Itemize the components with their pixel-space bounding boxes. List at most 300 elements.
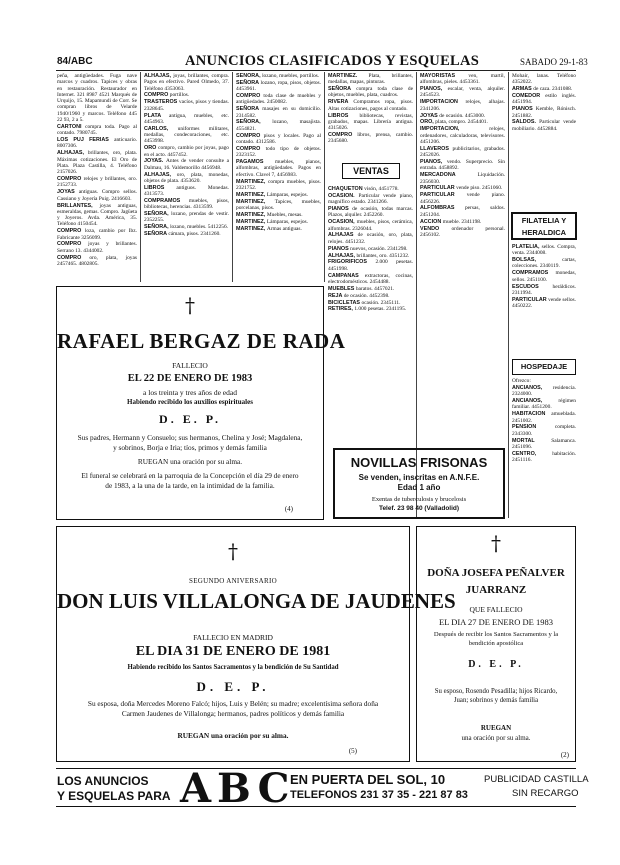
obituary-ref: (2) <box>560 751 569 759</box>
footer-right-line2: SIN RECARGO <box>512 788 579 799</box>
novillas-line3: Edad 1 año <box>397 483 441 492</box>
classified-ad-keyword: OCASION. <box>328 192 359 199</box>
classified-ad-text: de ocasión. 4452398. <box>343 292 390 299</box>
classified-ad <box>420 99 505 112</box>
obituary-sacramentos: Después de recibir los Santos Sacramentos y la bendición apostólica <box>433 631 559 647</box>
classified-ad-keyword: COMPRAMOS <box>512 270 556 277</box>
classified-ad-keyword: CARTONI <box>57 123 86 130</box>
classified-ad-text: toda clase de muebles y antigüedades. 2450082. <box>236 93 321 106</box>
classified-ad-text: visón, 4451778. <box>364 186 399 192</box>
classified-ad-text: ocasión. 2345111. <box>361 299 401 306</box>
classified-ad-keyword: ALHAJAS, <box>144 73 174 79</box>
classified-ad-text: joyas, brillantes, compra. Pagos en efectivo. Pared Olmedo, 37. Teléfono 4353063. <box>144 73 229 92</box>
classified-ad <box>420 192 505 205</box>
classified-ad-keyword: PIANOS <box>512 106 536 113</box>
classified-ad-keyword: SEÑORA, <box>144 211 172 218</box>
classified-ad-keyword: SEÑORA, <box>144 224 171 231</box>
classified-ad-text: lozano, ropa, pisos, objetos. 4453961. <box>236 79 321 93</box>
classified-ad-keyword: ALHAJAS, <box>144 171 177 178</box>
classified-ad <box>512 411 576 424</box>
classified-ad-keyword: MORTAL <box>512 437 552 444</box>
classified-ad-keyword: PIANOS, <box>420 86 448 93</box>
classified-ad-keyword: LIBROS <box>328 112 360 119</box>
classified-ad-keyword: COMPRO <box>236 145 266 152</box>
classified-ad-keyword: COMPRO <box>57 241 89 248</box>
classified-ad-keyword: CARLOS, <box>144 125 178 132</box>
classified-ad-keyword: COMPRO <box>328 132 358 139</box>
cross-icon: † <box>185 293 195 317</box>
classified-column-6 <box>512 73 576 203</box>
classified-ad-keyword: MARTINEZ, <box>236 198 275 205</box>
classified-ad-text: vende piano. 4456226. <box>420 192 505 205</box>
column-rule <box>324 72 325 282</box>
classified-ad-text: libros, prensa, cambio. 2345680. <box>328 132 413 145</box>
classified-ad-text: Liquidación. 2356030. <box>420 172 505 185</box>
classified-ad-text: todo tipo de objetos. 2323152. <box>236 145 321 159</box>
classified-ad-keyword: ALHAJAS <box>328 232 358 239</box>
footer-left-line2: Y ESQUELAS PARA <box>57 789 171 803</box>
classified-ad <box>144 211 229 224</box>
classified-ad <box>236 119 321 132</box>
classified-ad-text: brillantes, oro. 4351232. <box>356 252 410 259</box>
classified-ad-text: uniformes militares, medallas, condecoraciones, etc. 4453998. <box>144 125 229 145</box>
classified-ad-keyword: SEÑORA <box>328 86 357 93</box>
classified-ad-keyword: RETIRES, <box>328 306 355 313</box>
classified-ad <box>420 172 505 185</box>
classified-ad-keyword: IMPORTACION <box>420 99 466 106</box>
classified-ad-keyword: MUEBLES <box>328 285 356 292</box>
classified-ad-keyword: ALHAJAS, <box>328 252 357 259</box>
classified-ad-text: compra toda. Pago al contado. 7980745. <box>57 123 137 137</box>
classified-ad-text: 1.000 pesetas. 2341195. <box>354 306 407 313</box>
obituary-date: EL DIA 27 DE ENERO DE 1983 <box>439 617 553 627</box>
classified-ad-text: de ocasión, oro, plata, relojes. 4451232. <box>328 232 413 245</box>
novillas-line2: Se venden, inscritas en A.N.F.E. <box>358 473 480 482</box>
classified-ad <box>512 106 576 119</box>
classified-ad-keyword: MAYORISTAS <box>420 73 469 79</box>
classified-ad-text: publicitarios, grabados. 2452026. <box>420 145 505 159</box>
novillas-ad <box>333 448 505 519</box>
classified-ad-text: antiguas. Compro sellos. Cassiano y Joyería Puig. 2416603. <box>57 189 137 202</box>
classified-ad-keyword: LOS PUJ FERIAS <box>57 137 115 144</box>
classified-ad <box>57 73 137 123</box>
obituary-ref: (4) <box>284 505 293 513</box>
obituary-penalver <box>416 526 576 762</box>
obituary-fallecio: QUE FALLECIO <box>469 605 523 614</box>
classified-ad <box>57 150 137 175</box>
obituary-family: Su esposa, doña Mercedes Moreno Falcó; hijos, Luis y Belén; su madre; excelentísima señora doña Carmen Jaudenes de Villalonga; hermanos, padres políticos y demás familia <box>87 699 379 718</box>
classified-ad-keyword: ANCIANOS, <box>512 398 559 405</box>
classified-ad-text: anticuario. 8007306. <box>57 137 137 150</box>
classified-ad-keyword: IMPORTACION, <box>420 126 490 133</box>
classified-ad <box>420 185 505 191</box>
classified-ad-text: lozano, masajista. 4554821. <box>236 119 321 132</box>
classified-ad-text: Antes de vender consulte a Dalmau, 16. Valdemorillo 4456948. <box>144 158 229 171</box>
classified-ad <box>512 257 576 270</box>
classified-ad-keyword: SEÑORA <box>236 79 261 86</box>
classified-ad-keyword: PARTICULAR <box>420 185 457 192</box>
classified-ad <box>420 159 505 172</box>
classified-ad-text: amueblada. 2451002. <box>512 411 576 424</box>
obituary-villalonga <box>56 526 456 762</box>
hospedaje-heading: HOSPEDAJE <box>512 359 576 375</box>
classified-column-4-top <box>328 73 413 153</box>
classified-ad <box>512 284 576 297</box>
obituary-ruegan: RUEGAN una oración por su alma. <box>177 731 289 740</box>
classified-ad-keyword: COMPRO <box>57 228 85 235</box>
classified-ad-keyword: PARTICULAR <box>420 192 467 199</box>
page-title: ANUNCIOS CLASIFICADOS Y ESQUELAS <box>185 53 480 69</box>
classified-ad <box>328 206 413 219</box>
obituary-ref: (5) <box>348 747 357 755</box>
classified-ad <box>236 80 321 93</box>
classified-ad <box>512 244 576 257</box>
classified-ad-keyword: MARTINEZ, <box>236 191 267 198</box>
obituary-sacramentos: Habiendo recibido los Santos Sacramentos y la bendición de Su Santidad <box>127 664 339 671</box>
classified-ad-keyword: TRASTEROS <box>144 99 179 106</box>
classified-ad <box>328 193 413 206</box>
classified-ad-keyword: SEÑORA, <box>236 119 273 126</box>
novillas-title: NOVILLAS FRISONAS <box>350 455 488 470</box>
footer-left-line1: LOS ANUNCIOS <box>57 774 149 788</box>
classified-ad-text: Lámparas, espejos. <box>266 191 309 198</box>
classified-ad <box>328 306 413 312</box>
classified-ad <box>512 451 576 464</box>
classified-ad-keyword: BRILLANTES, <box>57 202 100 209</box>
classified-ad <box>236 159 321 178</box>
classified-ad-text: ven, martil, alfombras, pieles. 4453361. <box>420 73 505 86</box>
obituary-age: a los treinta y tres años de edad <box>143 388 237 397</box>
classified-ad <box>328 186 413 192</box>
classified-ad-keyword: VENDO <box>420 225 452 232</box>
classified-ad <box>236 179 321 192</box>
classified-ad-keyword: SEÑORA, <box>236 73 263 79</box>
footer-phones: TELEFONOS 231 37 35 - 221 87 83 <box>290 789 468 801</box>
classified-ad-text: compro, cambio por joyas, pago en el acto. 4457452. <box>144 145 229 158</box>
novillas-line5: Telef. 23 98 40 (Valladolid) <box>378 505 460 512</box>
classified-ad-text: régimen familiar. 4451200. <box>512 398 576 411</box>
classified-ad <box>512 385 576 398</box>
classified-ad <box>236 106 321 119</box>
classified-ad-text: Particular vende piano, magnífico estado. 2341266. <box>328 192 413 206</box>
classified-ad-text: plata, compro. 2454401. <box>435 119 488 126</box>
classified-ad-keyword: ESCUDOS <box>512 283 553 290</box>
classified-ad-text: ordenador personal. 2456102. <box>420 225 505 238</box>
classified-ad-text: oro, plata, monedas, objetos de plata. 4353620. <box>144 171 229 184</box>
classified-ad <box>144 198 229 211</box>
classified-ad-keyword: MARTINEZ, <box>236 211 267 218</box>
obituary-name-line2: JUARRANZ <box>465 584 527 596</box>
obituary-ruegan: RUEGAN una oración por su alma. <box>137 457 243 466</box>
classified-ad-keyword: JOYAS <box>420 112 440 119</box>
classified-ad-keyword: HABITACION <box>512 411 552 418</box>
classified-ad <box>144 126 229 145</box>
classified-ad-text: vende piso. 2451060. <box>456 185 503 192</box>
classified-ad-text: de caza. 2341088. <box>533 86 573 93</box>
classified-ad-keyword: CAMPANAS <box>328 272 365 279</box>
classified-ad <box>236 212 321 218</box>
classified-ad <box>512 86 576 92</box>
classified-ad <box>144 172 229 185</box>
classified-ad <box>512 438 576 451</box>
classified-ad <box>236 219 321 225</box>
classified-ad-text: peña, antigüedades. Fuga nave marcos y cuadros. Tapices y obras en restauración. Restaurador en Internet. 321 8987 4521 Marqués de Urquijo, 15. Mapamundi de Corr. Se compran libros de Velarde 1940/1960 y marcos. Teléfono 445 22 93, 2 a 5. <box>57 73 137 124</box>
classified-ad-text: monedas, sellos. 2451100. <box>512 270 576 283</box>
obituary-dep: D. E. P. <box>159 412 221 426</box>
classified-ad-text: antiguos. Monedas. 4313573. <box>144 184 229 198</box>
classified-ad <box>144 145 229 158</box>
classified-ad <box>328 86 413 99</box>
classified-ad-keyword: BICICLETAS <box>328 299 362 306</box>
classified-ad <box>328 219 413 232</box>
classified-column-1 <box>57 73 137 281</box>
obituary-fallecio: FALLECIO EN MADRID <box>193 633 273 642</box>
page-date: SABADO 29-1-83 <box>520 57 588 67</box>
classified-ad-keyword: COMPRO <box>144 92 170 99</box>
classified-ad <box>236 192 321 198</box>
classified-ad-text: oro, plata, joyas 2457465. 4802805. <box>57 254 137 267</box>
classified-ad-text: Salamanca. 2451096. <box>512 437 576 450</box>
classified-ad-keyword: ALHAJAS, <box>57 150 88 157</box>
classified-ad-keyword: CENTRO, <box>512 450 553 457</box>
classified-column-6-bottom <box>512 378 576 518</box>
classified-ad <box>328 259 413 272</box>
classified-ad <box>512 119 576 132</box>
classified-ad-keyword: COMPRO <box>57 254 90 261</box>
classified-ad-keyword: CHAQUETON <box>328 186 365 192</box>
classified-ad-keyword: PARTICULAR <box>512 296 549 303</box>
cross-icon: † <box>491 531 501 555</box>
classified-ad-text: muebles, pisos, cerámica, alfombras. 2326044. <box>328 219 413 232</box>
classified-ad <box>328 273 413 286</box>
classified-ad <box>236 73 321 79</box>
classified-ad-keyword: PENSION <box>512 424 555 431</box>
classified-ad <box>328 253 413 259</box>
obituary-ruegan: RUEGAN <box>480 724 512 732</box>
classified-ad-text: completa. 2343300. <box>512 424 576 437</box>
classified-ad-text: de ocasión, todas marcas. Plazos, alquiler. 2452260. <box>328 206 413 219</box>
ventas-heading: VENTAS <box>342 163 400 179</box>
classified-ad-text: estilo inglés. 4451994. <box>512 93 576 106</box>
obituary-name: RAFAEL BERGAZ DE RADA <box>57 329 346 353</box>
classified-ad-text: 2.000 pesetas. 4451998. <box>328 259 413 272</box>
classified-ad-keyword: PIANOS <box>328 245 351 252</box>
classified-ad <box>57 241 137 254</box>
classified-ad <box>420 226 505 239</box>
classified-ad <box>328 132 413 145</box>
classified-ad-keyword: MARTINEZ, <box>236 225 267 232</box>
classified-ad-text: Particular vende mobiliario. 4452884. <box>512 119 576 132</box>
classified-ad <box>57 203 137 228</box>
classified-ad-keyword: ARMAS <box>512 86 534 93</box>
obituary-oracion: una oración por su alma. <box>461 734 531 742</box>
classified-ad <box>420 219 505 225</box>
classified-ad-keyword: ACCION <box>420 218 443 225</box>
classified-ad-text: loza, cambio por Ibz. Fabricante 3256099. <box>57 228 137 241</box>
classified-ad <box>236 199 321 212</box>
classified-ad-keyword: COMPRO <box>57 176 84 183</box>
classified-ad-text: relojes y brillantes, oro. 2152733. <box>57 176 137 189</box>
classified-ad-text: Lámparas, espejos. <box>266 218 309 225</box>
classified-ad-text: Ofrezco: <box>512 378 531 384</box>
classified-ad-keyword: MARTINEZ, <box>236 178 269 185</box>
classified-ad-text: cartas, colecciones. 2340119. <box>512 257 576 270</box>
classified-column-5 <box>420 73 505 433</box>
obituary-funeral: El funeral se celebrará en la parroquia de la Concepción el día 29 de enero de 1983, a la una de la tarde, en la intimidad de la familia. <box>81 471 299 490</box>
classified-ad-text: Tapices, muebles, porcelanas, pisos. <box>236 198 321 211</box>
classified-ad-text: masajes en su domicilio. 2314582. <box>236 106 321 119</box>
classified-ad-keyword: JOYAS <box>57 189 79 196</box>
classified-ad-text: nuevos, ocasión. 2341298. <box>350 245 408 252</box>
classified-ad <box>328 73 413 86</box>
classified-ad-text: compra toda clase de objetos, muebles, plata, cuadros. <box>328 86 413 99</box>
classified-ad-keyword: MERCADONA <box>420 172 478 179</box>
classified-ad-keyword: PIANOS <box>328 206 353 213</box>
classified-ad <box>420 119 505 125</box>
classified-ad <box>512 93 576 106</box>
filatelia-heading <box>511 212 577 240</box>
classified-ad <box>144 224 229 230</box>
classified-column-3 <box>236 73 321 281</box>
classified-ad-text: extractoras, cocinas, electrodomésticos. 2454488. <box>328 272 413 285</box>
classified-ad <box>420 73 505 86</box>
obituary-fallecio: FALLECIO <box>172 361 208 370</box>
obituary-aniversario: SEGUNDO ANIVERSARIO <box>189 577 277 585</box>
classified-ad-keyword: BOLSAS, <box>512 257 563 264</box>
classified-ad-text: vende sellos. 4450222. <box>512 296 576 310</box>
classified-ad-keyword: ORO <box>144 145 159 152</box>
footer-address: EN PUERTA DEL SOL, 10 <box>290 772 446 787</box>
classified-ad <box>57 189 137 202</box>
obituary-date: EL DIA 31 DE ENERO DE 1981 <box>135 644 331 659</box>
classified-ad-text: habitación. 2451116. <box>512 450 576 464</box>
column-rule <box>232 72 233 282</box>
classified-ad <box>236 133 321 146</box>
classified-ad-text: lozano, muebles. 5412256. <box>170 224 229 231</box>
classified-ad-keyword: COMPRO <box>236 93 264 100</box>
classified-ad <box>420 126 505 145</box>
classified-ad-keyword: ORO, <box>420 119 436 126</box>
classified-ad-keyword: SEÑORA <box>236 106 263 113</box>
classified-ad <box>328 300 413 306</box>
classified-ad <box>236 146 321 159</box>
classified-ad-keyword: LLAVEROS <box>420 145 453 152</box>
classified-ad <box>328 293 413 299</box>
classified-ad-keyword: COMPRO <box>236 132 264 139</box>
obituary-family: Sus padres, Hermann y Consuelo; sus hermanos, Chelina y José; Magdalena, y sobrinos, Borja e Iria; tíos, primos y demás familia <box>77 433 303 452</box>
obituary-name: DON LUIS VILLALONGA DE JAUDENES <box>57 589 456 613</box>
classified-ad <box>328 99 413 112</box>
classified-ad-text: brillantes, oro, plata. Máximas cotizaciones. El Oro de Plata. Plaza Castilla, 4. Teléfono 2157026. <box>57 150 137 176</box>
obituary-name-line1: DOÑA JOSEFA PEÑALVER <box>427 567 565 579</box>
classified-ad <box>57 137 137 150</box>
classified-ad <box>512 270 576 283</box>
classified-ad <box>328 113 413 132</box>
classified-ad-text: Compramos ropa, pisos. Altas cotizaciones, pagos al contado. <box>328 99 413 112</box>
classified-ad-text: persas, saldos. 2451204. <box>420 205 505 218</box>
column-rule <box>508 72 509 518</box>
classified-ad <box>420 113 505 119</box>
classified-ad-keyword: OCASION, <box>328 219 357 226</box>
classified-ad-text: lozano, prendas de vestir. 2352255. <box>144 211 229 224</box>
classified-ad <box>57 176 137 189</box>
obituary-dep: D. E. P. <box>196 679 270 694</box>
classified-ad <box>144 73 229 92</box>
classified-column-4-bottom <box>328 186 413 430</box>
classified-ad-text: relojes, alhajas. 2341206. <box>420 99 505 112</box>
classified-ad-keyword: PLATA <box>144 112 170 119</box>
footer-top-rule <box>56 768 576 769</box>
classified-ad <box>57 255 137 268</box>
classified-ad-text: portillos. <box>169 92 190 99</box>
classified-ad-keyword: SALDOS. <box>512 119 540 126</box>
classified-ad <box>144 113 229 126</box>
classified-ad-text: joyas antiguas, esmeraldas, gemas. Compro. Jagüeta y Joyeros. Avda. América, 35. Teléfono 4150454. <box>57 202 137 228</box>
classified-ad <box>144 231 229 237</box>
abc-logo: ABC <box>180 765 296 812</box>
classified-ad-text: Muebles, mesas. <box>266 211 303 218</box>
classified-ad <box>328 232 413 245</box>
classified-ad-keyword: ALFOMBRAS <box>420 205 465 212</box>
obituary-date: EL 22 DE ENERO DE 1983 <box>127 373 253 384</box>
classified-ad <box>144 185 229 198</box>
obituary-dep: D. E. P. <box>468 659 524 670</box>
classified-ad-text: vendo. Superprecio. Sin entrada. 4458892. <box>420 159 505 172</box>
classified-ad <box>144 92 229 98</box>
classified-ad-keyword: FRIGORIFICOS <box>328 259 376 266</box>
classified-ad-keyword: MARTINEZ, <box>236 218 267 225</box>
classified-ad-text: Mohair, lanas. Teléfono 4352022. <box>512 73 576 86</box>
classified-ad <box>512 424 576 437</box>
classified-ad-text: heráldicos. 2311994. <box>512 283 576 296</box>
column-rule <box>140 72 141 282</box>
classified-ad-text: lozano, muebles, portillos. <box>262 73 320 79</box>
classified-ad-text: pisos y locales. Pago al contado. 4312586. <box>236 132 321 145</box>
classified-ad-keyword: RIVERA <box>328 99 354 106</box>
classified-column-6-mid <box>512 244 576 354</box>
classified-ad <box>512 378 576 384</box>
classified-ad <box>420 205 505 218</box>
classified-ad-text: joyas y brillantes. Serrano 13. 4344002. <box>57 241 137 254</box>
classified-ad-text: cámara, pisos. 2341260. <box>168 231 221 238</box>
classified-ad-keyword: MARTINEZ. <box>328 73 369 79</box>
classified-ad-keyword: ANCIANOS, <box>512 384 553 391</box>
classified-ad-keyword: PIANOS, <box>420 159 447 166</box>
classified-ad <box>420 86 505 99</box>
classified-ad-keyword: COMEDOR <box>512 93 546 100</box>
footer-right-line1: PUBLICIDAD CASTILLA <box>484 774 589 785</box>
classified-column-2 <box>144 73 229 281</box>
classified-ad-text: Armas antiguas. <box>266 225 302 232</box>
cross-icon: † <box>228 539 238 563</box>
classified-ad <box>236 93 321 106</box>
classified-ad-text: escalar, venta, alquiler. 2454523. <box>420 86 505 99</box>
classified-ad-text: sellos. Compra, venta. 2344008. <box>512 244 576 257</box>
classified-ad-text: vacíos, pisos y tiendas. 2328645. <box>144 99 229 112</box>
classified-ad-text: de ocasión. 4453000. <box>439 112 486 119</box>
classified-ad <box>512 73 576 86</box>
classified-ad-text: antigua, muebles, etc. 4454963. <box>144 112 229 125</box>
obituary-sacramentos: Habiendo recibido los auxilios espirituales <box>127 398 253 406</box>
classified-ad-keyword: PLATELIA, <box>512 244 542 250</box>
classified-ad-text: Plata, brillantes, medallas, mapas, pinturas. <box>328 73 413 86</box>
classified-ad-text: compra muebles, pisos. 2321752. <box>236 178 321 191</box>
classified-ad <box>328 246 413 252</box>
classified-ad <box>512 297 576 310</box>
classified-ad-keyword: SEÑORA <box>144 231 169 238</box>
classified-ad <box>57 228 137 241</box>
classified-ad <box>328 286 413 292</box>
